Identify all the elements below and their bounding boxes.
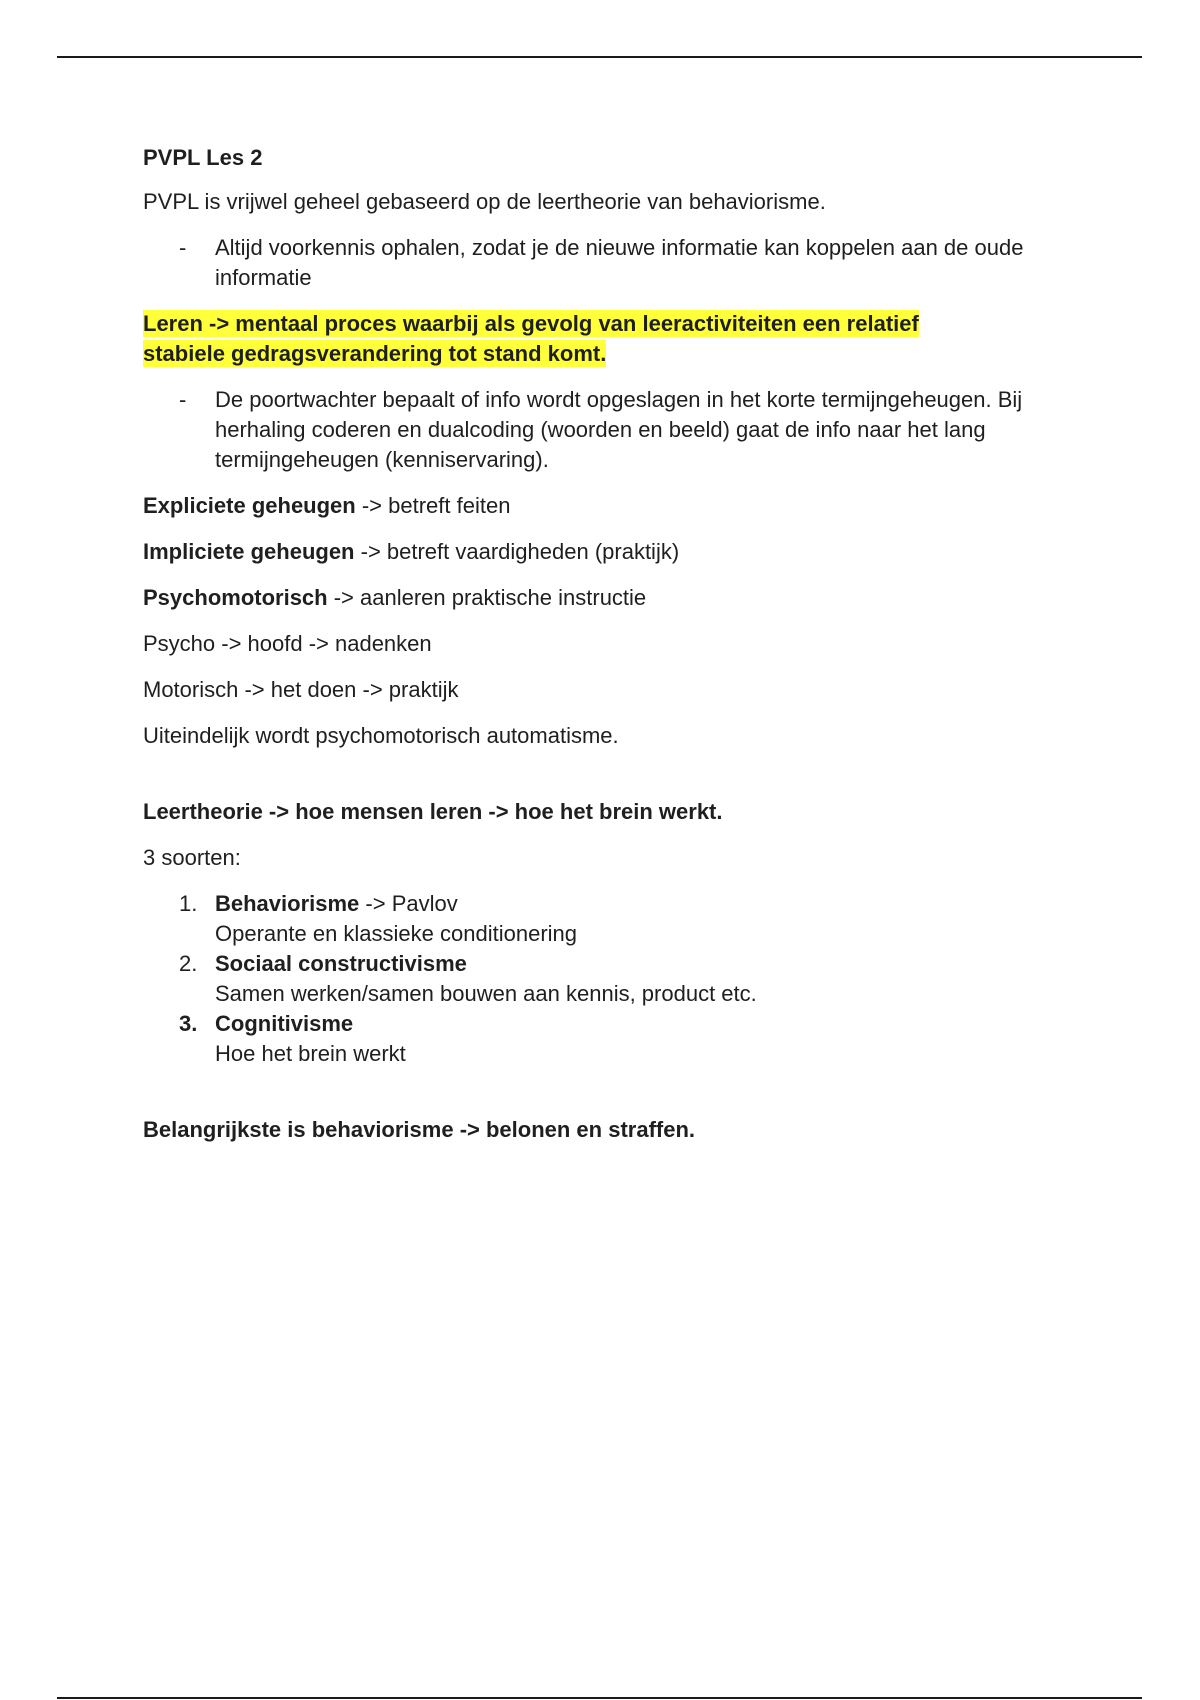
list-item (143, 1009, 1073, 1069)
type-name: Behaviorisme (215, 891, 360, 916)
type-name: Cognitivisme (215, 1011, 354, 1036)
definition-term: Psychomotorisch (143, 585, 328, 610)
bullet-marker: - (179, 235, 187, 260)
definition-text: -> betreft feiten (355, 493, 511, 518)
document-title: PVPL Les 2 (143, 145, 263, 170)
document-body (143, 143, 1073, 1161)
bullet-item (143, 385, 1073, 475)
type-description: Hoe het brein werkt (215, 1041, 406, 1066)
intro-paragraph: PVPL is vrijwel geheel gebaseerd op de leertheorie van behaviorisme. (143, 189, 826, 214)
highlighted-definition (143, 309, 1073, 369)
text-line: Psycho -> hoofd -> nadenken (143, 631, 432, 656)
bullet-item (143, 233, 1073, 293)
type-description: Operante en klassieke conditionering (215, 921, 578, 946)
list-item (143, 949, 1073, 1009)
highlight-line: Leren -> mentaal proces waarbij als gevolg van leeractiviteiten een relatief (143, 311, 919, 336)
text-line: Uiteindelijk wordt psychomotorisch automatisme. (143, 723, 619, 748)
bullet-marker: - (179, 387, 187, 412)
list-number: 1. (179, 891, 198, 916)
type-name: Sociaal constructivisme (215, 951, 467, 976)
definition-text: -> betreft vaardigheden (praktijk) (354, 539, 680, 564)
type-description: Samen werken/samen bouwen aan kennis, product etc. (215, 981, 757, 1006)
list-number: 3. (179, 1011, 198, 1036)
section-heading: Leertheorie -> hoe mensen leren -> hoe het brein werkt. (143, 799, 723, 824)
definition-term: Impliciete geheugen (143, 539, 355, 564)
definition-line (143, 583, 1073, 613)
list-number: 2. (179, 951, 198, 976)
highlight-line: stabiele gedragsverandering tot stand komt. (143, 341, 607, 366)
text-line: Motorisch -> het doen -> praktijk (143, 677, 459, 702)
definition-text: -> aanleren praktische instructie (327, 585, 647, 610)
types-list (143, 889, 1073, 1069)
bullet-text: Altijd voorkennis ophalen, zodat je de nieuwe informatie kan koppelen aan de oude informatie (215, 235, 1024, 290)
conclusion: Belangrijkste is behaviorisme -> belonen en straffen. (143, 1117, 696, 1142)
definition-term: Expliciete geheugen (143, 493, 356, 518)
spacer (143, 1085, 1073, 1115)
list-intro: 3 soorten: (143, 845, 241, 870)
header-rule (57, 56, 1142, 58)
spacer (143, 767, 1073, 797)
footer-rule (57, 1697, 1142, 1699)
bullet-text: De poortwachter bepaalt of info wordt opgeslagen in het korte termijngeheugen. Bij herhaling coderen en dualcoding (woorden en beeld) gaat de info naar het lang termijngeheugen (kenniservaring). (215, 387, 1023, 472)
type-extra: -> Pavlov (359, 891, 458, 916)
list-item (143, 889, 1073, 949)
definition-line (143, 491, 1073, 521)
definition-line (143, 537, 1073, 567)
